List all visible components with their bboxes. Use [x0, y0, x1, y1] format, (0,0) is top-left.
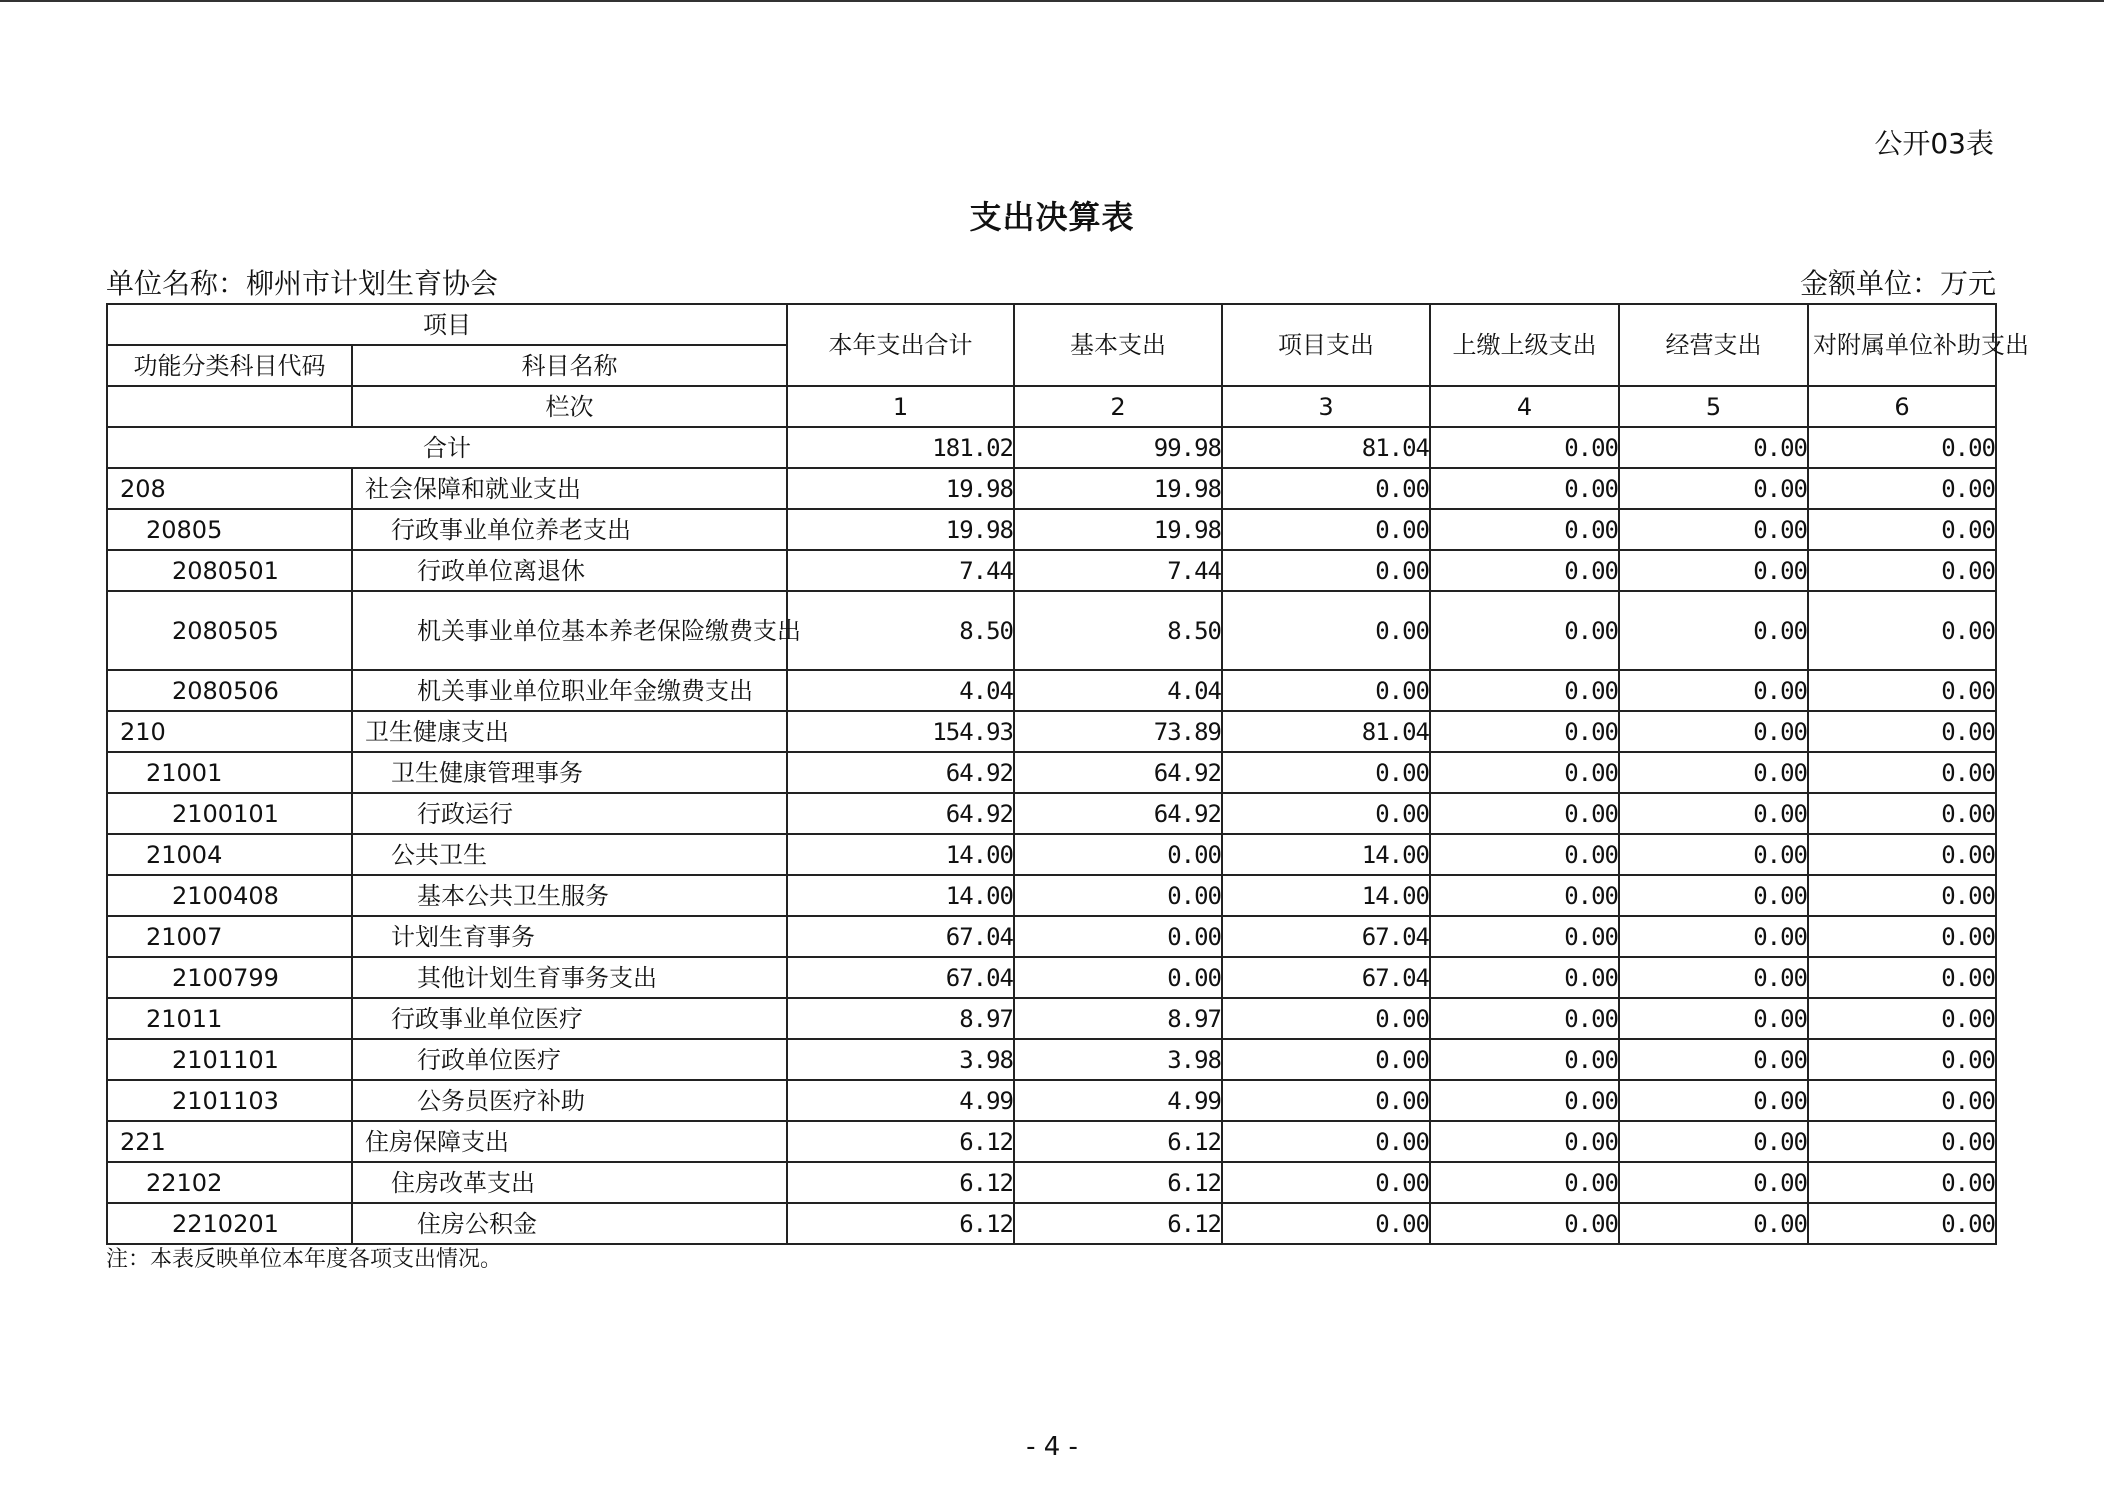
amount-cell: 0.00 [1014, 834, 1222, 875]
amount-cell: 0.00 [1619, 1162, 1808, 1203]
amount-cell: 0.00 [1619, 834, 1808, 875]
amount-cell: 0.00 [1619, 509, 1808, 550]
form-code: 公开03表 [1874, 127, 1994, 160]
amount-cell: 0.00 [1222, 670, 1430, 711]
column-number: 2 [1014, 386, 1222, 427]
amount-cell: 0.00 [1808, 509, 1996, 550]
amount-cell: 6.12 [787, 1162, 1014, 1203]
amount-cell: 0.00 [1222, 509, 1430, 550]
amount-cell: 0.00 [1808, 468, 1996, 509]
amount-cell: 6.12 [1014, 1203, 1222, 1244]
subject-code: 2080506 [107, 670, 352, 711]
subject-code: 221 [107, 1121, 352, 1162]
amount-cell: 19.98 [1014, 509, 1222, 550]
table-row [107, 711, 1996, 752]
amount-cell: 154.93 [787, 711, 1014, 752]
amount-cell: 64.92 [787, 752, 1014, 793]
subject-name: 卫生健康支出 [352, 711, 787, 752]
amount-cell: 0.00 [1430, 670, 1619, 711]
amount-cell: 0.00 [1430, 998, 1619, 1039]
amount-cell: 0.00 [1222, 998, 1430, 1039]
header-col-subsidy: 对附属单位补助支出 [1808, 304, 1996, 386]
amount-cell: 14.00 [1222, 834, 1430, 875]
amount-cell: 67.04 [1222, 916, 1430, 957]
subject-name: 行政运行 [352, 793, 787, 834]
page-title: 支出决算表 [969, 198, 1135, 236]
amount-cell: 14.00 [1222, 875, 1430, 916]
amount-cell: 0.00 [1619, 468, 1808, 509]
subject-code: 2210201 [107, 1203, 352, 1244]
amount-cell: 6.12 [1014, 1162, 1222, 1203]
amount-cell: 0.00 [1619, 998, 1808, 1039]
amount-cell: 19.98 [1014, 468, 1222, 509]
amount-cell: 0.00 [1430, 1121, 1619, 1162]
subject-code: 22102 [107, 1162, 352, 1203]
table-row [107, 550, 1996, 591]
amount-cell: 0.00 [1430, 916, 1619, 957]
amount-cell: 0.00 [1430, 1162, 1619, 1203]
table-row [107, 752, 1996, 793]
column-index-row [107, 386, 1996, 427]
header-subject-name: 科目名称 [352, 345, 787, 386]
amount-cell: 67.04 [787, 916, 1014, 957]
amount-cell: 14.00 [787, 834, 1014, 875]
amount-cell: 0.00 [1808, 1203, 1996, 1244]
subject-code: 210 [107, 711, 352, 752]
table-row [107, 468, 1996, 509]
table-row [107, 834, 1996, 875]
amount-cell: 19.98 [787, 468, 1014, 509]
subject-name: 计划生育事务 [352, 916, 787, 957]
amount-cell: 0.00 [1430, 591, 1619, 670]
amount-cell: 0.00 [1430, 752, 1619, 793]
total-value: 181.02 [787, 427, 1014, 468]
subject-code: 2100101 [107, 793, 352, 834]
amount-cell: 0.00 [1808, 998, 1996, 1039]
subject-code: 21007 [107, 916, 352, 957]
subject-code: 2101101 [107, 1039, 352, 1080]
amount-cell: 0.00 [1808, 1039, 1996, 1080]
amount-cell: 64.92 [1014, 793, 1222, 834]
amount-cell: 0.00 [1222, 1203, 1430, 1244]
amount-cell: 0.00 [1808, 591, 1996, 670]
subject-name: 卫生健康管理事务 [352, 752, 787, 793]
subject-code: 21011 [107, 998, 352, 1039]
table-note: 注：本表反映单位本年度各项支出情况。 [106, 1247, 503, 1272]
expense-table [106, 303, 2029, 1245]
amount-cell: 0.00 [1014, 957, 1222, 998]
table-row [107, 875, 1996, 916]
amount-cell: 0.00 [1430, 957, 1619, 998]
amount-cell: 0.00 [1430, 550, 1619, 591]
table-row [107, 591, 1996, 670]
subject-code: 20805 [107, 509, 352, 550]
amount-cell: 4.99 [787, 1080, 1014, 1121]
amount-cell: 0.00 [1619, 1080, 1808, 1121]
amount-cell: 6.12 [787, 1203, 1014, 1244]
column-index-label: 栏次 [352, 386, 787, 427]
table-row [107, 1203, 1996, 1244]
amount-cell: 0.00 [1619, 711, 1808, 752]
amount-cell: 0.00 [1619, 793, 1808, 834]
meta-row [106, 262, 1996, 298]
subject-name: 社会保障和就业支出 [352, 468, 787, 509]
table-row [107, 998, 1996, 1039]
amount-cell: 0.00 [1808, 793, 1996, 834]
amount-cell: 8.50 [787, 591, 1014, 670]
total-value: 0.00 [1808, 427, 1996, 468]
table-row [107, 509, 1996, 550]
amount-cell: 4.04 [1014, 670, 1222, 711]
amount-cell: 67.04 [787, 957, 1014, 998]
amount-cell: 0.00 [1222, 1162, 1430, 1203]
amount-cell: 0.00 [1619, 591, 1808, 670]
subject-name: 机关事业单位职业年金缴费支出 [352, 670, 787, 711]
amount-cell: 0.00 [1808, 875, 1996, 916]
amount-cell: 67.04 [1222, 957, 1430, 998]
table-row [107, 793, 1996, 834]
subject-name: 基本公共卫生服务 [352, 875, 787, 916]
amount-cell: 0.00 [1619, 916, 1808, 957]
amount-cell: 0.00 [1430, 509, 1619, 550]
subject-code: 2100408 [107, 875, 352, 916]
amount-cell: 0.00 [1430, 834, 1619, 875]
subject-name: 其他计划生育事务支出 [352, 957, 787, 998]
amount-cell: 8.97 [1014, 998, 1222, 1039]
amount-cell: 0.00 [1619, 550, 1808, 591]
subject-name: 公务员医疗补助 [352, 1080, 787, 1121]
amount-cell: 0.00 [1014, 875, 1222, 916]
header-project: 项目 [107, 304, 787, 345]
amount-cell: 0.00 [1808, 1121, 1996, 1162]
amount-cell: 0.00 [1808, 916, 1996, 957]
amount-cell: 0.00 [1222, 550, 1430, 591]
header-col-basic: 基本支出 [1014, 304, 1222, 386]
table-row [107, 670, 1996, 711]
amount-cell: 0.00 [1808, 834, 1996, 875]
unit-name-label: 单位名称：柳州市计划生育协会 [106, 267, 499, 300]
amount-cell: 0.00 [1430, 1080, 1619, 1121]
table-row [107, 1080, 1996, 1121]
subject-code: 2100799 [107, 957, 352, 998]
amount-cell: 0.00 [1430, 1203, 1619, 1244]
column-index-blank [107, 386, 352, 427]
table-row [107, 1162, 1996, 1203]
amount-cell: 6.12 [787, 1121, 1014, 1162]
amount-cell: 0.00 [1619, 957, 1808, 998]
page-top-rule [0, 0, 2104, 2]
amount-cell: 0.00 [1222, 793, 1430, 834]
amount-cell: 0.00 [1222, 1039, 1430, 1080]
amount-cell: 0.00 [1619, 1203, 1808, 1244]
page-number: - 4 - [1026, 1432, 1078, 1462]
amount-cell: 19.98 [787, 509, 1014, 550]
amount-cell: 0.00 [1808, 550, 1996, 591]
amount-cell: 14.00 [787, 875, 1014, 916]
amount-cell: 0.00 [1430, 793, 1619, 834]
amount-cell: 0.00 [1619, 752, 1808, 793]
column-number: 1 [787, 386, 1014, 427]
amount-cell: 7.44 [787, 550, 1014, 591]
subject-name: 住房保障支出 [352, 1121, 787, 1162]
amount-cell: 4.04 [787, 670, 1014, 711]
subject-code: 2080501 [107, 550, 352, 591]
table-row [107, 916, 1996, 957]
header-col-remit: 上缴上级支出 [1430, 304, 1619, 386]
amount-cell: 0.00 [1808, 1162, 1996, 1203]
total-value: 99.98 [1014, 427, 1222, 468]
amount-cell: 0.00 [1619, 670, 1808, 711]
total-value: 0.00 [1430, 427, 1619, 468]
total-value: 0.00 [1619, 427, 1808, 468]
table-row [107, 957, 1996, 998]
amount-cell: 0.00 [1430, 468, 1619, 509]
total-row [107, 427, 1996, 468]
amount-cell: 0.00 [1808, 957, 1996, 998]
amount-cell: 0.00 [1619, 875, 1808, 916]
amount-cell: 4.99 [1014, 1080, 1222, 1121]
amount-cell: 0.00 [1222, 591, 1430, 670]
header-func-code: 功能分类科目代码 [107, 345, 352, 386]
subject-code: 208 [107, 468, 352, 509]
subject-name: 住房公积金 [352, 1203, 787, 1244]
table-body [107, 304, 2029, 1244]
subject-name: 行政事业单位医疗 [352, 998, 787, 1039]
amount-cell: 3.98 [1014, 1039, 1222, 1080]
amount-cell: 6.12 [1014, 1121, 1222, 1162]
amount-cell: 64.92 [787, 793, 1014, 834]
amount-cell: 0.00 [1619, 1039, 1808, 1080]
header-col-total: 本年支出合计 [787, 304, 1014, 386]
subject-name: 行政事业单位养老支出 [352, 509, 787, 550]
amount-cell: 0.00 [1430, 875, 1619, 916]
amount-cell: 0.00 [1619, 1121, 1808, 1162]
amount-cell: 0.00 [1430, 711, 1619, 752]
subject-name: 行政单位医疗 [352, 1039, 787, 1080]
column-number: 4 [1430, 386, 1619, 427]
subject-code: 2101103 [107, 1080, 352, 1121]
amount-cell: 3.98 [787, 1039, 1014, 1080]
subject-code: 2080505 [107, 591, 352, 670]
amount-unit-label: 金额单位：万元 [1799, 267, 1996, 300]
header-col-operating: 经营支出 [1619, 304, 1808, 386]
subject-code: 21001 [107, 752, 352, 793]
table-row [107, 1121, 1996, 1162]
amount-cell: 0.00 [1430, 1039, 1619, 1080]
subject-code: 21004 [107, 834, 352, 875]
amount-cell: 0.00 [1222, 468, 1430, 509]
total-label: 合计 [107, 427, 787, 468]
subject-name: 住房改革支出 [352, 1162, 787, 1203]
amount-cell: 81.04 [1222, 711, 1430, 752]
subject-name: 行政单位离退休 [352, 550, 787, 591]
amount-cell: 0.00 [1222, 1080, 1430, 1121]
subject-name: 机关事业单位基本养老保险缴费支出 [352, 591, 787, 670]
amount-cell: 0.00 [1808, 711, 1996, 752]
amount-cell: 73.89 [1014, 711, 1222, 752]
header-row-1 [107, 304, 1996, 345]
amount-cell: 0.00 [1808, 752, 1996, 793]
amount-cell: 64.92 [1014, 752, 1222, 793]
amount-cell: 0.00 [1808, 1080, 1996, 1121]
column-number: 5 [1619, 386, 1808, 427]
column-number: 6 [1808, 386, 1996, 427]
column-number: 3 [1222, 386, 1430, 427]
header-col-project: 项目支出 [1222, 304, 1430, 386]
subject-name: 公共卫生 [352, 834, 787, 875]
amount-cell: 0.00 [1222, 1121, 1430, 1162]
amount-cell: 0.00 [1222, 752, 1430, 793]
table-row [107, 1039, 1996, 1080]
amount-cell: 8.50 [1014, 591, 1222, 670]
amount-cell: 0.00 [1014, 916, 1222, 957]
amount-cell: 7.44 [1014, 550, 1222, 591]
total-value: 81.04 [1222, 427, 1430, 468]
amount-cell: 8.97 [787, 998, 1014, 1039]
amount-cell: 0.00 [1808, 670, 1996, 711]
